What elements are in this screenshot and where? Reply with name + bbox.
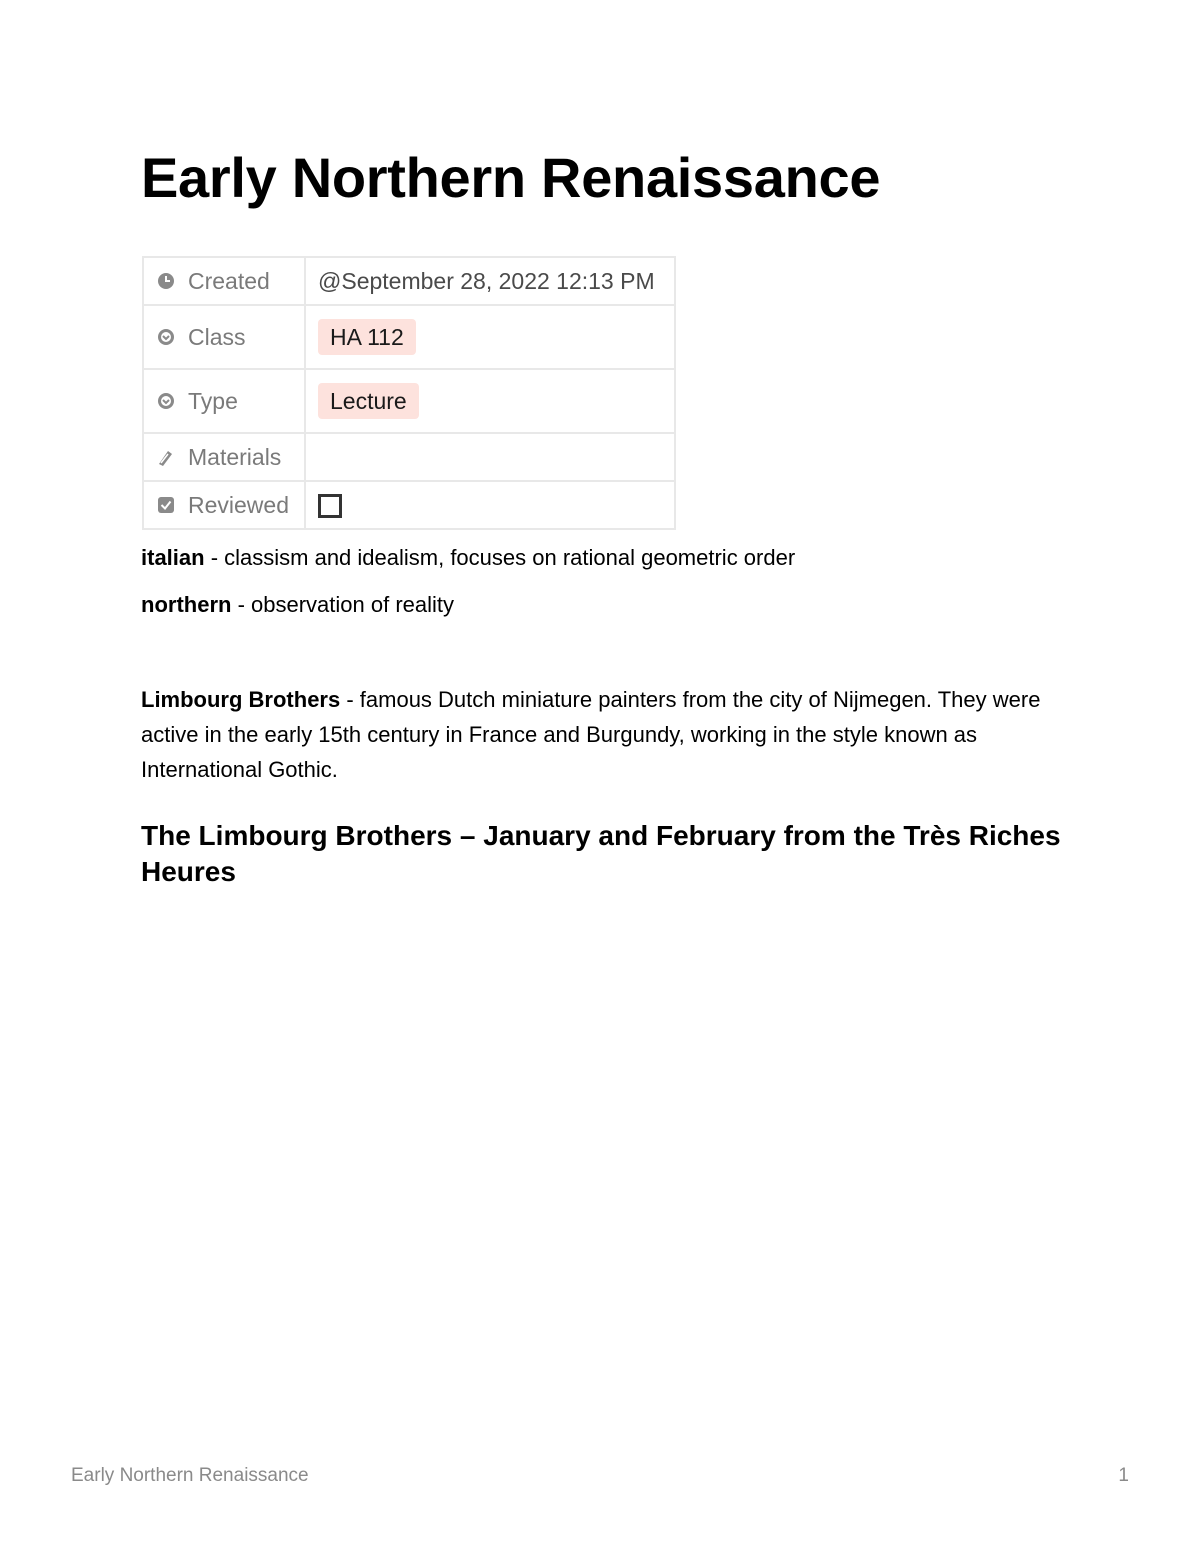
property-value-class[interactable]: [305, 305, 675, 369]
limbourg-paragraph: [141, 682, 1061, 787]
italian-paragraph: [141, 540, 1061, 575]
term-limbourg: Limbourg Brothers: [141, 687, 341, 712]
properties-table: [142, 256, 676, 530]
northern-text: - observation of reality: [231, 592, 454, 617]
property-value-type[interactable]: [305, 369, 675, 433]
select-icon: [156, 327, 176, 347]
limbourg-text: - famous Dutch miniature painters from the city of Nijmegen. They were active in the early 15th century in France and Burgundy, working in the style known as International Gothic.: [141, 687, 1041, 782]
northern-paragraph: [141, 587, 1061, 622]
checkbox-icon: [156, 495, 176, 515]
property-key: [143, 305, 305, 369]
property-key: [143, 369, 305, 433]
property-value-created[interactable]: @September 28, 2022 12:13 PM: [305, 257, 675, 305]
property-key: [143, 257, 305, 305]
property-row-materials: [143, 433, 675, 481]
property-label-class: Class: [188, 323, 246, 350]
reviewed-checkbox[interactable]: [318, 494, 342, 518]
property-row-created: [143, 257, 675, 305]
class-tag[interactable]: HA 112: [318, 319, 416, 355]
property-label-type: Type: [188, 387, 238, 414]
page-number: 1: [1118, 1465, 1129, 1486]
clock-icon: [156, 271, 176, 291]
term-italian: italian: [141, 545, 205, 570]
property-row-class: [143, 305, 675, 369]
property-row-reviewed: [143, 481, 675, 529]
italian-text: - classism and idealism, focuses on rational geometric order: [204, 545, 796, 570]
type-tag[interactable]: Lecture: [318, 383, 419, 419]
section-heading: The Limbourg Brothers – January and February from the Très Riches Heures: [141, 820, 1061, 887]
property-value-reviewed: [305, 481, 675, 529]
property-label-materials: Materials: [188, 443, 282, 470]
page-title: Early Northern Renaissance: [141, 146, 881, 209]
term-northern: northern: [141, 592, 232, 617]
property-row-type: [143, 369, 675, 433]
property-key: [143, 433, 305, 481]
footer-title: Early Northern Renaissance: [71, 1465, 309, 1486]
select-icon: [156, 391, 176, 411]
property-value-materials[interactable]: [305, 433, 675, 481]
property-label-reviewed: Reviewed: [188, 491, 289, 518]
property-key: [143, 481, 305, 529]
paperclip-icon: [156, 447, 176, 467]
property-label-created: Created: [188, 267, 270, 294]
